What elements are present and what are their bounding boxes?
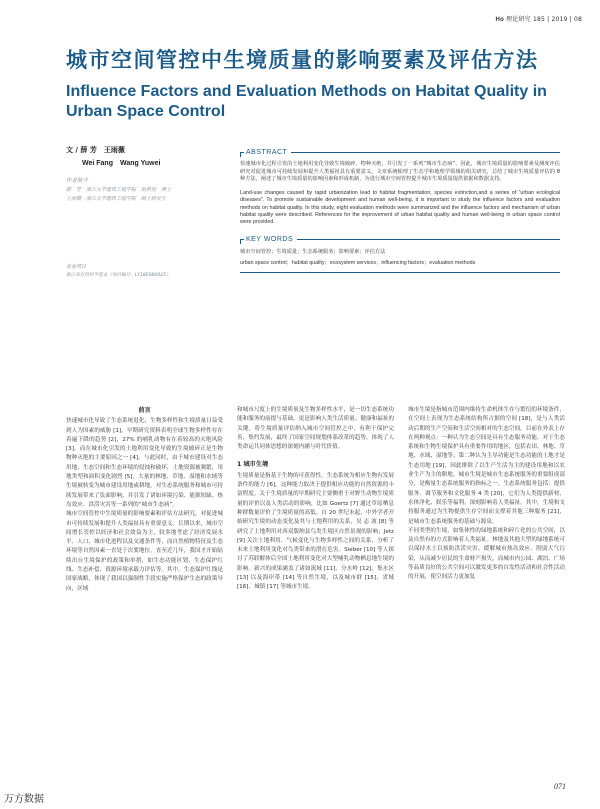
paragraph: 快速城市化导致了生态系统退化，生物多样性和生境质量日益受到人为因素的威胁 [1]。早期研究资料表明全球生物多样性存在着遍下降的趋势 [2]，27% 的哺乳动物有在着较高的灭绝风险 [3]。而在城市化引发的土地利用变化导致的生境破碎正是生物物种灭绝的主要原因之一 [4]。与此同时，由于城市建设对生态用地、生态空间和生态环境的侵蚀和破坏，土地资源被频繁，用地类型和面积变化剧烈 [5]，大量的林地、草地、湿地和水域等生境被转变为城市建设用地或耕地，对生态系统服务和城市可持续发展带来了负面影响，并引发了诸如环境污染、能源短缺、热岛效应、洪涝灾害等一系列的“城市生态病”。 (66, 418, 223, 508)
abstract-english: Land-use changes caused by rapid urbanization lead to habitat fragmentation, species extinction,and a series of “urban ecological diseases”. To promote sustainable development and human well-being, it is important to study the influence factors and evaluation methods on habitat quality. In this study, eight evaluation methods were summarized and the influence factors and mechanism of urban habitat quality were described. References for the improvement of urban habitat quality and human well-being in urban space control were provided. (240, 189, 560, 226)
divider (240, 272, 560, 273)
author-block (66, 145, 226, 202)
journal-name: 理论研究 (506, 16, 531, 23)
bio-heading: 作者简介 (66, 178, 89, 184)
abstract-section (240, 148, 560, 273)
keywords-english: urban space control；habitat quality；ecosystem services；influencing factors；evaluation methods (240, 259, 476, 266)
fund-heading: 基金项目 (66, 264, 87, 270)
bio-line: 薛 芳 浙江大学建筑工程学院 助教授 博士 (66, 187, 172, 193)
title-chinese: 城市空间管控中生境质量的影响要素及评估方法 (66, 48, 539, 72)
body-column-2 (237, 406, 394, 594)
keywords-label: KEY WORDS (246, 235, 294, 243)
paragraph: 和城市尺度上的生境质量及生物多样性水平，是一切生态系统功能和服务的前提与基础，更是影响人类生活质量、健康和福祉的关键。将生境质量评估纳入城市空间管控之中，有利于保护完善、集约发展，最终了国家空间规划体系改革的趋势，体现了人类命运共同体思想的深刻内涵与时代价值。 (237, 407, 394, 451)
body-column-3 (408, 406, 565, 594)
watermark: 万方数据 (4, 794, 44, 805)
keywords-label-row (240, 235, 560, 244)
abstract-label: ABSTRACT (246, 149, 288, 156)
section-heading: 前言 (138, 407, 151, 414)
abstract-chinese: 快速城市化过程引发的土地利用变化导致生境破碎、物种灭绝，并引发了一系列“城市生态病”，因此，城市生境质量的影响要素及测度评估研究对促进城市可持续发展和提升人类福祉具有重要意义。文章系统梳理了生态学和地理学领域的相关研究，总结了城市生境质量评估的 8 种方法，阐述了城市生境质量的影响因素和形成机制，为进行城市空间管控提升城市生境质量提供依据和数据支持。 (240, 161, 560, 183)
body-column-1 (66, 406, 223, 594)
journal-abbr: Ho (495, 17, 504, 23)
divider (291, 152, 560, 153)
paragraph: 城市空间管控中生境质量的影响要素和评估方法研究，对促进城市可持续发展和提升人类福祉具有重要意义。长期以来，城市空间增长管控以经济和社会效益为主，较多地考虑了经济发展水平、人口、城市化进程以及交通条件等，而自然植物特征及生态环境等自然因素一直处于次要地位。直至近几年，我国才开始陆续出台生境保护的政策和举措，如生态功能区划、生态保护红线、生态补偿、资源环境承载力评估等。其中，生态保护红线是国家战略，体现了我国以强制性手段实施严格保护生态的政策导向，区域 (66, 511, 223, 592)
journal-issue: 185 | 2019 | 08 (532, 16, 582, 23)
fund-block (66, 263, 236, 278)
page-number: 071 (554, 782, 566, 791)
paragraph: 不同类型的生境，如集体性的绿地系统和碎片化的公共空间，以及自然有的方式影响着人类福祉。林地及其他大型的绿地系统可以保持水土以预防洪涝灾害、缓解城市热岛效应、削弱大气污染，从而减少居民的生命财产损失。而城市内公园、湖泊、广场等品质良好的公共空间可以激发更多的自发性活动和社会性活动的开展，使空间活力更加复 (408, 527, 565, 581)
corner-mark (240, 239, 244, 244)
spacer (237, 452, 394, 460)
authors-english: Wei Fang Wang Yuwei (82, 160, 161, 167)
body-text (66, 406, 566, 594)
corner-mark (240, 152, 244, 157)
title-english: Influence Factors and Evaluation Methods on Habitat Quality in Urban Space Control (66, 83, 547, 120)
bio-line: 王雨薇 浙江大学建筑工程学院 硕士研究生 (66, 196, 167, 202)
keywords-chinese: 城市空间管控；生境质量；生态系统服务；影响要素；评估方法 (240, 248, 386, 255)
paragraph: 城市生境是指城市范围内维持生命机体生存与繁衍的环境条件，在空间上表现为生态系统结构所占据的空间 [18]，是与人类活动后期的生产空间和生活空间相对的生态空间。目前在外表上存在两种观点：一种认为生态空间是具有生态服务功能、对于生态系统和生物生境保护具有重要作用的地区，包括农田、林地、草地、水域、湿地等；第二种认为主导功能是生态功能的土地才是生态用地 [19]，因此排除了以生产生活为主的建设用地和以农业生产为主的耕地。城市生境是城市生态系统服务的重要组成部分，是衡量生态系统服务的指标之一。生态系统服务包括：提供服务、调节服务和文化服务 4 类 [20]，它们为人类提供新材、水体净化、娱乐等福利。深刻影响着人类福祉。其中，生境和支持服务通过为生物提供生存空间而支撑着其他三种服务 [21]，是城市生态系统服务的基础与源泉。 (408, 407, 565, 525)
section-heading: 1 城市生境 (237, 461, 269, 469)
fund-text: 浙江省自然科学基金（项目编号：LY18E080025） (66, 273, 171, 278)
divider (297, 239, 560, 240)
journal-header (496, 14, 582, 23)
abstract-label-row (240, 148, 560, 157)
authors-chinese: 文 / 薛 芳 王雨薇 (66, 146, 125, 154)
paragraph: 生境质量是指基于生物的可获得性，生态系统为相应生物有发展条件的能力 [6]。这种能力取决于提供相应功能的自然资源的丰富程度。关于生境质量的早期研究主要侧重于对野生动物生境质量的评价以及人类活动的影响，比如 Goertz [7] 通过草原栖息种群数量评价了生境质量的高低。自 20 世纪末起，中外学者开始研究生境的动态变化及其与土地利用的关系，吴 志 波 [8] 等研究了土地利用对西双版纳县鸟类生境区自然景观的影响；Jetz [9] 关注土地利用、气候变化与生物多样性之间的关系，分析了未来土地利用变化对鸟类带来的潜在危害。Sieber [10] 等人探讨了苏联解体后全国土地利用变化对大型哺乳动物栖息地生境的影响。新兴的成果涵盖了诸如流域 [11]、分水岭 [12]、集水区 [13] 以及海岸带 [14] 等自然生境，以及城市群 [15]、省域 [16]、城镇 [17] 等城市生境。 (237, 472, 394, 591)
